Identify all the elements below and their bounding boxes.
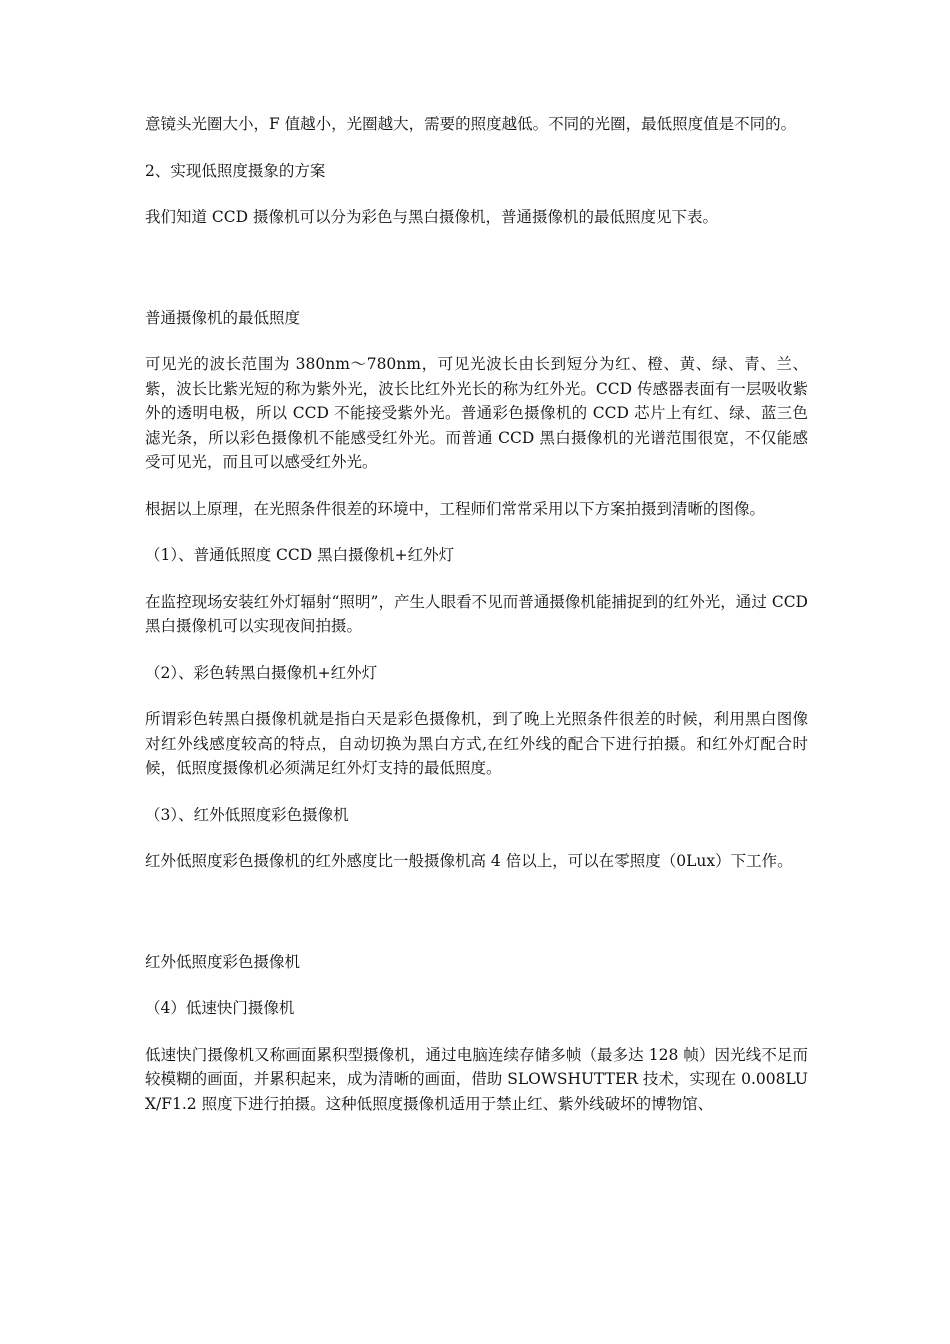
paragraph-wavelength-explanation: 可见光的波长范围为 380nm～780nm，可见光波长由长到短分为红、橙、黄、绿、青、兰、紫，波长比紫光短的称为紫外光，波长比红外光长的称为红外光。CCD 传感器表面有一层吸收紫外的透明电极，所以 CCD 不能接受紫外光。普通彩色摄像机的 CCD 芯片上有红、绿、蓝三色滤光条，所以彩色摄像机不能感受红外光。而普通 CCD 黑白摄像机的光谱范围很宽，不仅能感受可见光，而且可以感受红外光。 (145, 355, 808, 471)
paragraph-solution-3: 红外低照度彩色摄像机的红外感度比一般摄像机高 4 倍以上，可以在零照度（0Lux）下工作。 (145, 852, 793, 870)
paragraph-ccd-types: 我们知道 CCD 摄像机可以分为彩色与黑白摄像机，普通摄像机的最低照度见下表。 (145, 208, 719, 226)
figure-caption-ir-color-camera: 红外低照度彩色摄像机 (145, 952, 301, 971)
paragraph-solution-1: 在监控现场安装红外灯辐射“照明”，产生人眼看不见而普通摄像机能捕捉到的红外光，通过 CCD 黑白摄像机可以实现夜间拍摄。 (145, 592, 808, 635)
paragraph-solution-4: 低速快门摄像机又称画面累积型摄像机，通过电脑连续存储多帧（最多达 128 帧）因光线不足而较模糊的画面，并累积起来，成为清晰的画面，借助 SLOWSHUTTER 技术，实现在 0.008LUX/F1.2 照度下进行拍摄。这种低照度摄像机适用于禁止红、紫外线破坏的博物馆、 (145, 1045, 808, 1113)
subheading-solution-1: （1）、普通低照度 CCD 黑白摄像机+红外灯 (145, 546, 455, 564)
table-caption-min-illumination: 普通摄像机的最低照度 (145, 308, 301, 327)
document-page (145, 112, 808, 1138)
section-heading-low-light-solutions: 2、实现低照度摄象的方案 (145, 161, 326, 180)
paragraph-principle-intro: 根据以上原理，在光照条件很差的环境中，工程师们常常采用以下方案拍摄到清晰的图像。 (145, 499, 766, 518)
subheading-solution-4: （4）低速快门摄像机 (145, 999, 295, 1017)
paragraph-aperture-note: 意镜头光圈大小，F 值越小，光圈越大，需要的照度越低。不同的光圈，最低照度值是不同的。 (145, 115, 797, 133)
paragraph-solution-2: 所谓彩色转黑白摄像机就是指白天是彩色摄像机，到了晚上光照条件很差的时候，利用黑白图像对红外线感度较高的特点，自动切换为黑白方式,在红外线的配合下进行拍摄。和红外灯配合时候，低照度摄像机必须满足红外灯支持的最低照度。 (145, 710, 808, 777)
subheading-solution-3: （3）、红外低照度彩色摄像机 (145, 805, 349, 824)
subheading-solution-2: （2）、彩色转黑白摄像机+红外灯 (145, 663, 378, 682)
